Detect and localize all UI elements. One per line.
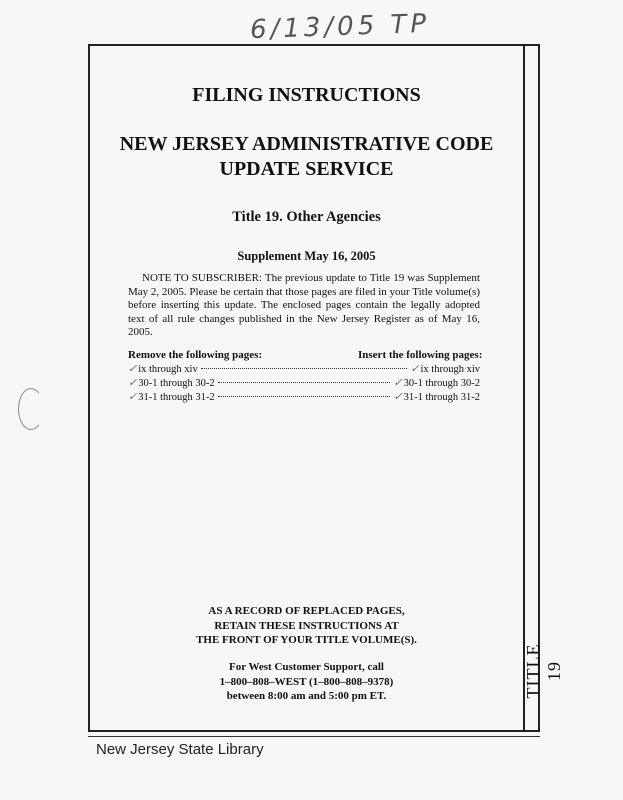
check-mark-icon: ✓ bbox=[393, 391, 403, 403]
customer-support-info bbox=[90, 660, 523, 704]
remove-range: 30-1 through 30-2 bbox=[138, 378, 215, 389]
page-list bbox=[128, 362, 480, 404]
insert-range: 31-1 through 31-2 bbox=[403, 392, 480, 403]
insert-range: ix through xiv bbox=[420, 364, 480, 375]
supplement-date: Supplement May 16, 2005 bbox=[237, 249, 376, 263]
insert-cell bbox=[410, 362, 480, 375]
library-stamp: New Jersey State Library bbox=[96, 741, 264, 758]
insert-range: 30-1 through 30-2 bbox=[403, 378, 480, 389]
support-hours: between 8:00 am and 5:00 pm ET. bbox=[226, 690, 387, 702]
record-notice bbox=[90, 604, 523, 648]
handwritten-date-note: 6/13/05 TP bbox=[249, 8, 431, 46]
check-mark-icon: ✓ bbox=[128, 363, 138, 375]
title-heading: Title 19. Other Agencies bbox=[232, 209, 381, 225]
check-mark-icon: ✓ bbox=[128, 391, 138, 403]
page-row bbox=[128, 390, 480, 404]
support-line-1: For West Customer Support, call bbox=[229, 661, 384, 673]
insert-pages-header: Insert the following pages: bbox=[358, 349, 483, 361]
leader-dots bbox=[201, 368, 408, 369]
support-phone: 1–800–808–WEST (1–800–808–9378) bbox=[219, 675, 394, 688]
subheading-line-1: NEW JERSEY ADMINISTRATIVE CODE bbox=[119, 133, 494, 155]
remove-cell bbox=[128, 362, 198, 375]
remove-pages-header: Remove the following pages: bbox=[128, 349, 263, 361]
subscriber-note: NOTE TO SUBSCRIBER: The previous update to Title 19 was Supplement May 2, 2005. Please be certain that those pages are filed in your Title volume(s) before inserting this update. The enclosed pages contain the legally adopted text of all rule changes published in the New Jersey Register as of May 16, 2005. bbox=[128, 272, 480, 338]
bottom-rule bbox=[88, 736, 540, 737]
record-line-3: THE FRONT OF YOUR TITLE VOLUME(S). bbox=[196, 634, 417, 646]
remove-range: 31-1 through 31-2 bbox=[138, 392, 215, 403]
margin-bracket-mark bbox=[18, 388, 44, 430]
insert-cell bbox=[393, 376, 480, 389]
remove-cell bbox=[128, 390, 215, 403]
page-title: FILING INSTRUCTIONS bbox=[192, 84, 421, 106]
code-subheading bbox=[90, 132, 523, 182]
leader-dots bbox=[218, 382, 391, 383]
leader-dots bbox=[218, 396, 391, 397]
check-mark-icon: ✓ bbox=[128, 377, 138, 389]
check-mark-icon: ✓ bbox=[410, 363, 420, 375]
spine-title-label: TITLE 19 bbox=[523, 643, 564, 699]
subheading-line-2: UPDATE SERVICE bbox=[219, 158, 394, 180]
spine-divider bbox=[523, 44, 525, 732]
remove-range: ix through xiv bbox=[138, 364, 198, 375]
check-mark-icon: ✓ bbox=[393, 377, 403, 389]
remove-cell bbox=[128, 376, 215, 389]
record-line-1: AS A RECORD OF REPLACED PAGES, bbox=[208, 605, 405, 617]
insert-cell bbox=[393, 390, 480, 403]
page-row bbox=[128, 376, 480, 390]
page-row bbox=[128, 362, 480, 376]
record-line-2: RETAIN THESE INSTRUCTIONS AT bbox=[214, 619, 399, 632]
